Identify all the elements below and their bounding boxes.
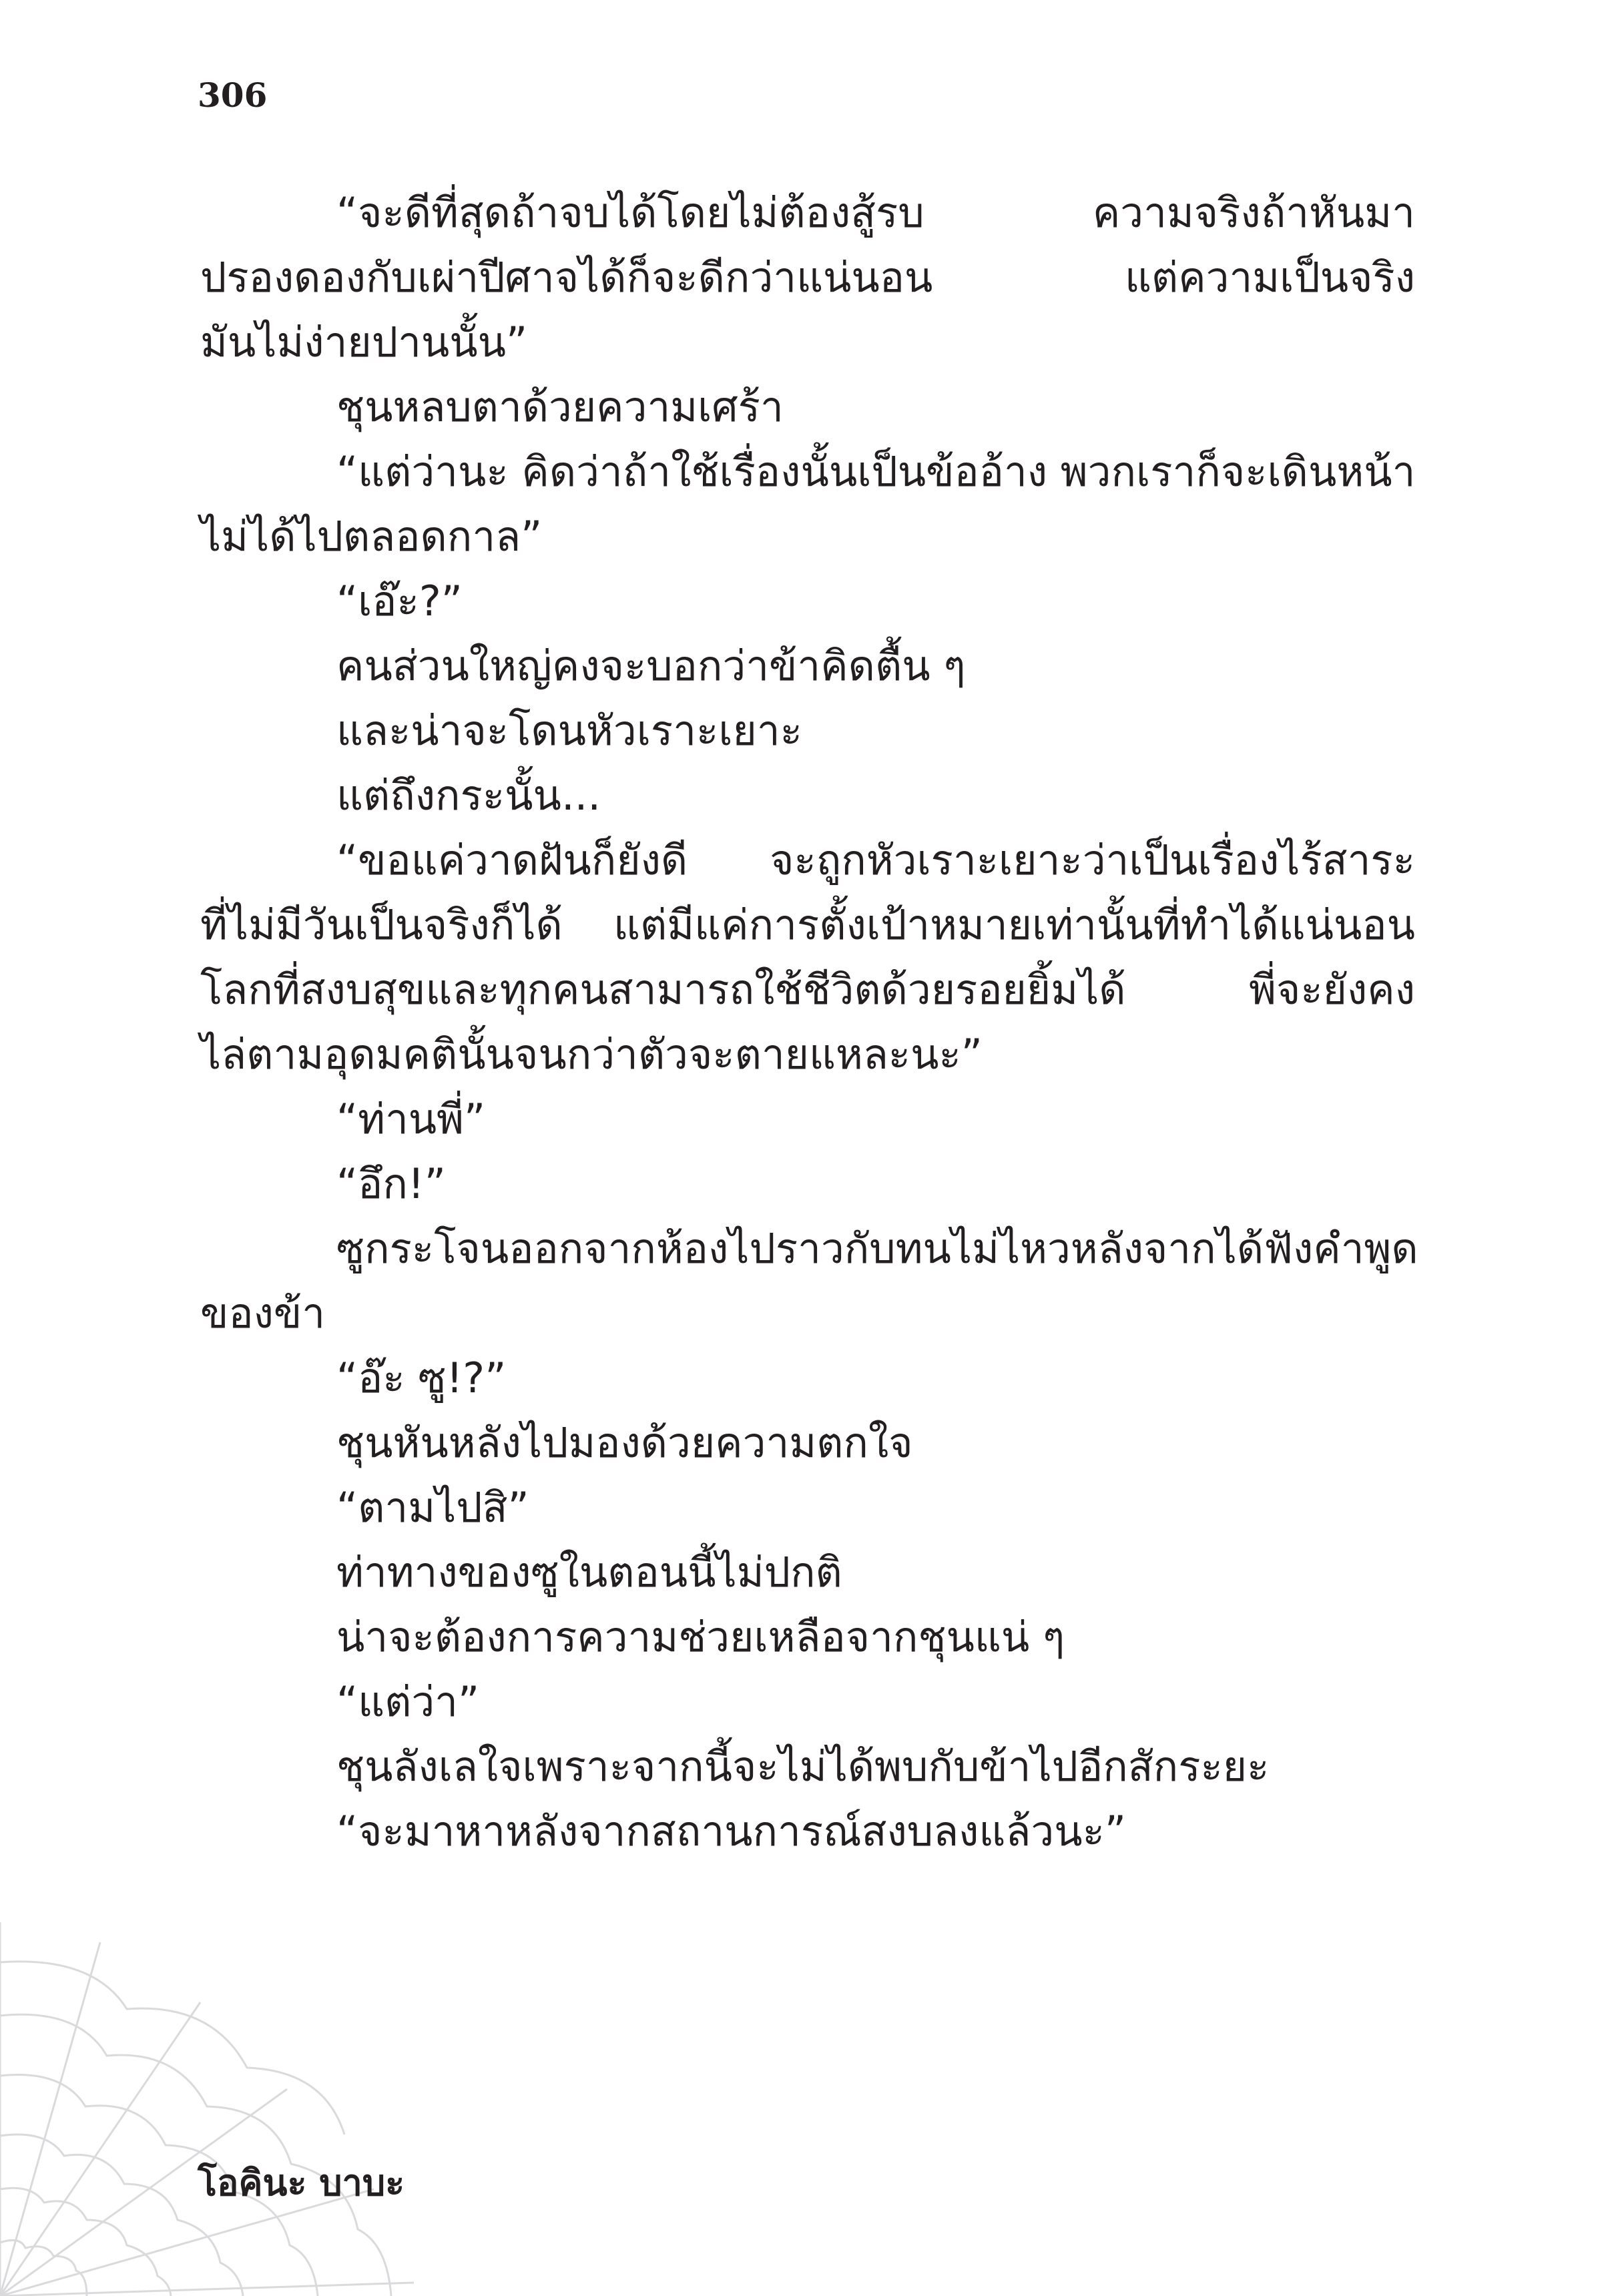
text-line: ซูกระโจนออกจากห้องไปราวกับทนไม่ไหวหลังจากได้ฟังคำพูด bbox=[336, 1224, 1418, 1273]
spider-web-icon bbox=[0, 1922, 414, 2296]
text-line: ชุนหันหลังไปมองด้วยความตกใจ bbox=[336, 1418, 913, 1467]
text-line: “จะมาหาหลังจากสถานการณ์สงบลงแล้วนะ” bbox=[336, 1807, 1126, 1855]
text-line: ท่าทางของซูในตอนนี้ไม่ปกติ bbox=[336, 1548, 842, 1597]
text-line: น่าจะต้องการความช่วยเหลือจากชุนแน่ ๆ bbox=[336, 1613, 1065, 1661]
text-line: “เอ๊ะ?” bbox=[336, 577, 463, 625]
text-line: “ตามไปสิ” bbox=[336, 1483, 529, 1532]
footer-author: โอคินะ บาบะ bbox=[198, 2162, 405, 2204]
text-line: โลกที่สงบสุขและทุกคนสามารถใช้ชีวิตด้วยรอยยิ้มได้ พี่จะยังคง bbox=[200, 965, 1415, 1014]
text-line: “ท่านพี่” bbox=[336, 1095, 486, 1143]
text-line: ไล่ตามอุดมคตินั้นจนกว่าตัวจะตายแหละนะ” bbox=[200, 1030, 983, 1079]
text-line: ไม่ได้ไปตลอดกาล” bbox=[200, 512, 543, 561]
text-line: ที่ไม่มีวันเป็นจริงก็ได้ แต่มีแค่การตั้งเป้าหมายเท่านั้นที่ทำได้แน่นอน bbox=[200, 900, 1415, 949]
text-line: และน่าจะโดนหัวเราะเยาะ bbox=[336, 706, 802, 755]
text-line: “จะดีที่สุดถ้าจบได้โดยไม่ต้องสู้รบ ความจริงถ้าหันมา bbox=[336, 188, 1415, 237]
text-line: “ขอแค่วาดฝันก็ยังดี จะถูกหัวเราะเยาะว่าเป็นเรื่องไร้สาระ bbox=[336, 836, 1415, 884]
text-line: มันไม่ง่ายปานนั้น” bbox=[200, 318, 528, 366]
body-text bbox=[200, 180, 1418, 1863]
text-line: “อ๊ะ ซู!?” bbox=[336, 1354, 507, 1402]
text-line: “แต่ว่านะ คิดว่าถ้าใช้เรื่องนั้นเป็นข้ออ้าง พวกเราก็จะเดินหน้า bbox=[336, 447, 1416, 496]
text-line: “อึก!” bbox=[336, 1159, 446, 1208]
text-line: คนส่วนใหญ่คงจะบอกว่าข้าคิดตื้น ๆ bbox=[336, 641, 966, 690]
text-line: แต่ถึงกระนั้น... bbox=[336, 771, 601, 820]
text-line: ชุนลังเลใจเพราะจากนี้จะไม่ได้พบกับข้าไปอีกสักระยะ bbox=[336, 1742, 1270, 1791]
text-line: ปรองดองกับเผ่าปีศาจได้ก็จะดีกว่าแน่นอน แต่ความเป็นจริง bbox=[200, 253, 1415, 302]
text-line: “แต่ว่า” bbox=[336, 1677, 480, 1726]
page-number: 306 bbox=[198, 75, 268, 115]
text-line: ชุนหลบตาด้วยความเศร้า bbox=[336, 382, 784, 431]
text-line: ของข้า bbox=[200, 1289, 326, 1338]
